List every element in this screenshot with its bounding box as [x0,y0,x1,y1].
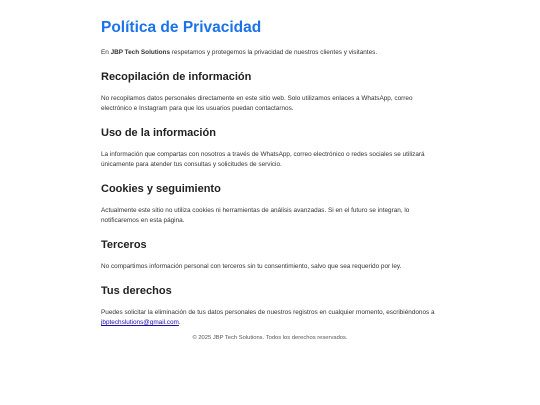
section-data-use [101,126,441,170]
footer-copyright: © 2025 JBP Tech Solutions. Todos los derechos reservados. [192,335,348,341]
section-cookies [101,182,441,226]
section-third-parties [101,238,441,272]
section-text [101,308,441,328]
company-name: JBP Tech Solutions [110,49,171,56]
section-text: No recopilamos datos personales directamente en este sitio web. Solo utilizamos enlaces a WhatsApp, correo electrónico e Instagram para que los usuarios puedan contactarnos. [101,95,413,112]
section-data-collection [101,70,441,114]
section-rights [101,284,441,328]
page-title: Política de Privacidad [101,19,262,36]
section-text: La información que compartas con nosotros a través de WhatsApp, correo electrónico o redes sociales se utilizará únicamente para atender tus consultas y solicitudes de servicio. [101,151,425,168]
intro-prefix: En [101,49,111,56]
section-heading: Uso de la información [101,127,216,139]
section-text: No compartimos información personal con terceros sin tu consentimiento, salvo que sea requerido por ley. [101,263,402,270]
section-text: Actualmente este sitio no utiliza cookies ni herramientas de análisis avanzadas. Si en el futuro se integran, lo notificaremos en esta página. [101,207,410,224]
intro-paragraph [101,48,441,58]
intro-suffix: respetamos y protegemos la privacidad de nuestros clientes y visitantes. [170,49,378,56]
rights-text-prefix: Puedes solicitar la eliminación de tus datos personales de nuestros registros en cualquier momento, escribiéndonos a [101,309,435,316]
page-footer [0,334,540,342]
privacy-policy-page [101,18,441,340]
section-heading: Tus derechos [101,285,172,297]
section-heading: Recopilación de información [101,71,252,83]
section-heading: Terceros [101,239,147,251]
section-heading: Cookies y seguimiento [101,183,221,195]
rights-text-suffix: . [178,319,181,326]
email-link[interactable]: jbptechslutions@gmail.com [101,319,179,326]
